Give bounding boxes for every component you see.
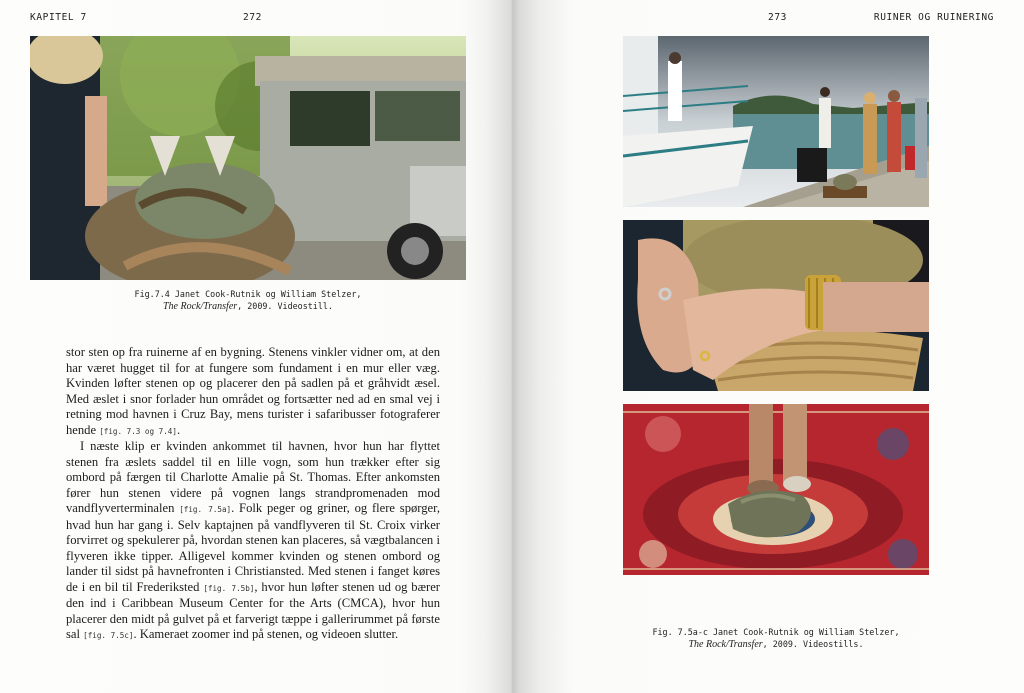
figure-7-5-caption	[640, 626, 912, 651]
figure-7-5a-photo	[623, 36, 929, 207]
figure-7-5-work-title: The Rock/Transfer	[688, 639, 763, 650]
page-number-left: 272	[243, 12, 262, 23]
figure-7-4-work-title: The Rock/Transfer	[163, 301, 238, 312]
figure-7-4-photo	[30, 36, 466, 280]
figure-7-5c-photo	[623, 404, 929, 575]
running-head-right: RUINER OG RUINERING	[873, 12, 994, 23]
body-text-segment: , hvor hun løfter stenen ud og bærer den ind i Caribbean Museum Center for the Arts (CMCA), hvor hun placerer den midt på gulvet på et farverigt tæppe i gallerirummet på første sal	[66, 579, 440, 641]
body-text-segment: . Kameraet zoomer ind på stenen, og videoen slutter.	[133, 627, 399, 641]
figure-reference: [fig. 7.5a]	[179, 505, 232, 514]
figure-7-4-caption	[120, 288, 376, 313]
figure-7-4-caption-rest: , 2009. Videostill.	[237, 301, 333, 311]
body-text-segment: stor sten op fra ruinerne af en bygning. Stenens vinkler vidner om, at den har været hugget til for at fungere som fundament i en mur eller væg. Kvinden løfter stenen op og placerer den på sadlen på et gråhvidt æsel. Med æslet i snor forlader hun området og fortsætter ned ad en smal vej i retning mod havnen i Cruz Bay, mens turister i safaribusser fotograferer hende	[66, 345, 440, 437]
body-text	[66, 345, 440, 644]
body-text-segment: I næste klip er kvinden ankommet til havnen, hvor hun har flyttet stenen fra æslets saddel til en lille vogn, som hun trækker efter sig ombord på færgen til Charlotte Amalie på St. Thomas. Efter ankomsten fører hun stenen videre på vognen langs strandpromenaden mod vandflyverterminalen	[66, 439, 440, 515]
figure-reference: [fig. 7.5b]	[203, 583, 255, 593]
figure-reference: [fig. 7.3 og 7.4]	[99, 426, 177, 436]
figure-7-5b-photo	[623, 220, 929, 391]
body-paragraph	[66, 439, 440, 644]
figure-7-5-caption-line1: Fig. 7.5a-c Janet Cook-Rutnik og William Stelzer,	[652, 627, 900, 637]
right-page	[512, 0, 1024, 693]
body-paragraph	[66, 345, 440, 439]
figure-7-5-caption-line2	[640, 638, 912, 651]
running-head-left: KAPITEL 7	[30, 12, 87, 23]
body-text-segment: . Folk peger og griner, og flere spørger, hvad hun har gang i. Selv kaptajnen på vandflyveren til St. Croix virker forvirret og spekulerer på, hvordan stenen kan placeres, så vægtbalancen i flyveren ikke tipper. Alligevel kommer kvinden og stenen ombord og lander til sidst på havnefronten i Christiansted. Med stenen i fanget køres de i en bil til Frederiksted	[66, 501, 440, 594]
figure-7-4-caption-line1: Fig.7.4 Janet Cook-Rutnik og William Stelzer,	[134, 289, 362, 299]
page-number-right: 273	[768, 12, 787, 23]
body-text-segment: .	[176, 422, 181, 437]
figure-7-5-caption-rest: , 2009. Videostills.	[762, 639, 864, 649]
figure-reference: [fig. 7.5c]	[83, 631, 134, 640]
figure-7-4-caption-line2	[120, 300, 376, 313]
